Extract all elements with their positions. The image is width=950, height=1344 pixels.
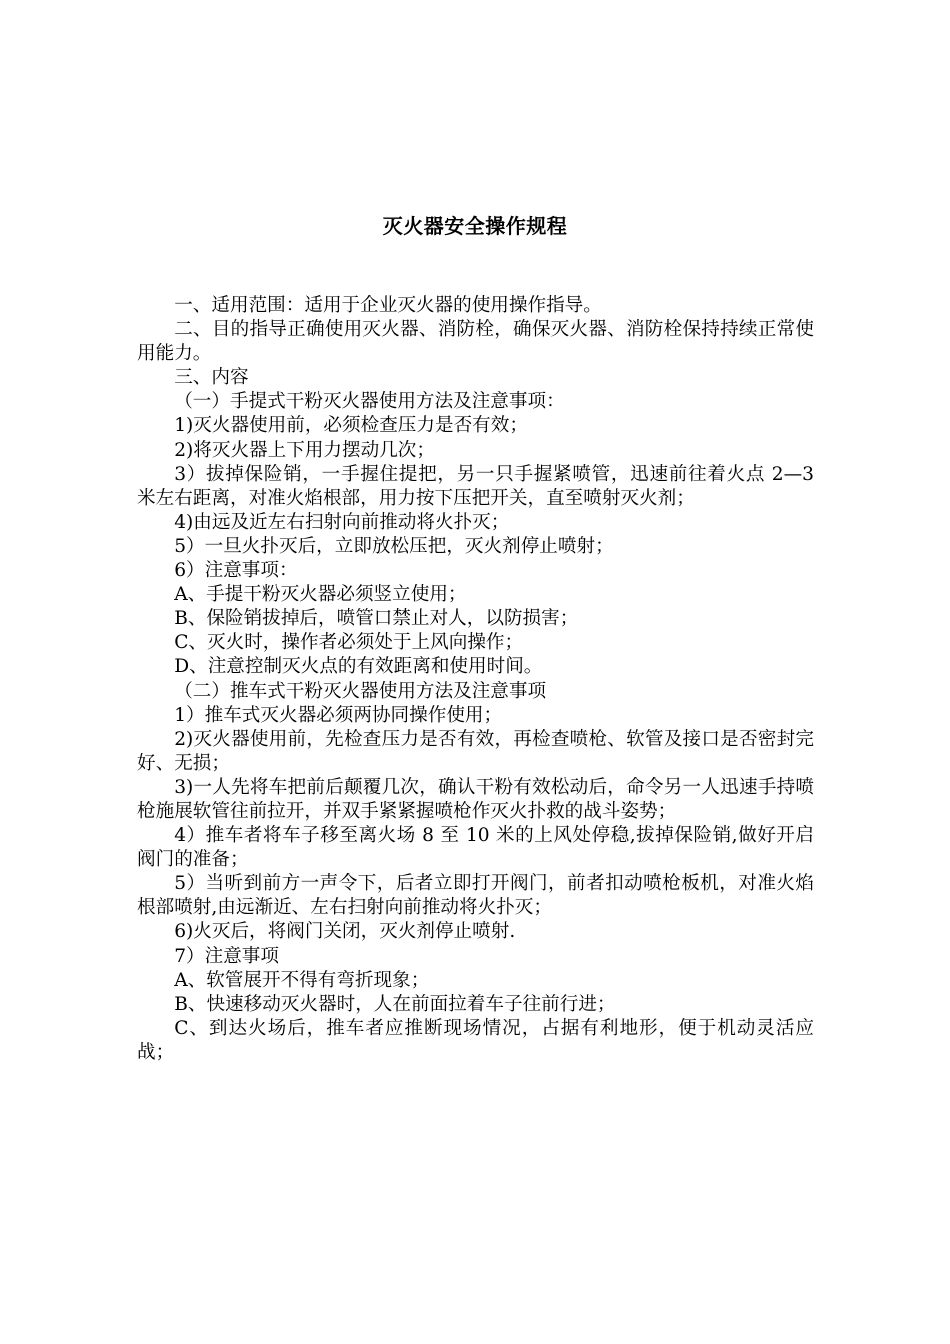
handheld-step-1: 1)灭火器使用前，必须检查压力是否有效；: [174, 415, 528, 437]
handheld-step-2: 2)将灭火器上下用力摆动几次；: [174, 439, 435, 461]
section-scope: 一、适用范围：适用于企业灭火器的使用操作指导。: [174, 295, 602, 316]
cart-notes-heading: 7）注意事项: [174, 945, 279, 967]
handheld-note-c: C、灭火时，操作者必须处于上风向操作；: [174, 632, 524, 654]
cart-step-2: 2)灭火器使用前，先检查压力是否有效，再检查喷枪、软管及接口是否密封完好、无损；: [137, 728, 814, 774]
handheld-step-3: 3）拔掉保险销，一手握住提把，另一只手握紧喷管，迅速前往着火点 2—3 米左右距离，对准火焰根部，用力按下压把开关，直至喷射灭火剂；: [137, 463, 814, 509]
cart-note-c: C、到达火场后，推车者应推断现场情况，占据有利地形，便于机动灵活应战；: [137, 1017, 814, 1063]
handheld-step-4: 4)由远及近左右扫射向前推动将火扑灭；: [174, 511, 510, 533]
section-purpose: 二、目的指导正确使用灭火器、消防栓，确保灭火器、消防栓保持持续正常使用能力。: [137, 319, 814, 365]
handheld-note-a: A、手提干粉灭火器必须竖立使用；: [174, 584, 467, 606]
handheld-notes-heading: 6）注意事项：: [174, 560, 298, 582]
cart-step-3: 3)一人先将车把前后颠覆几次，确认干粉有效松动后，命令另一人迅速手持喷枪施展软管往前拉开，并双手紧紧握喷枪作灭火扑救的战斗姿势；: [137, 776, 814, 822]
cart-note-b: B、快速移动灭火器时，人在前面拉着车子往前行进；: [174, 993, 616, 1015]
cart-step-5: 5）当听到前方一声令下，后者立即打开阀门，前者扣动喷枪板机，对准火焰根部喷射,由远渐近、左右扫射向前推动将火扑灭；: [137, 873, 814, 919]
document-body: [137, 294, 814, 1065]
document-title: 灭火器安全操作规程: [382, 214, 568, 238]
cart-note-a: A、软管展开不得有弯折现象；: [174, 969, 430, 991]
handheld-note-d: D、注意控制灭火点的有效距离和使用时间。: [174, 656, 543, 678]
cart-step-6: 6)火灭后，将阀门关闭，灭火剂停止喷射.: [174, 921, 516, 943]
section-content-heading: 三、内容: [174, 367, 249, 389]
subsection-handheld-heading: （一）手提式干粉灭火器使用方法及注意事项：: [174, 391, 565, 413]
cart-step-4: 4）推车者将车子移至离火场 8 至 10 米的上风处停稳,拔掉保险销,做好开启阀门的准备；: [137, 825, 814, 871]
cart-step-1: 1）推车式灭火器必须两协同操作使用；: [174, 704, 503, 726]
handheld-step-5: 5）一旦火扑灭后，立即放松压把，灭火剂停止喷射；: [174, 535, 614, 557]
handheld-note-b: B、保险销拔掉后，喷管口禁止对人，以防损害；: [174, 608, 579, 630]
subsection-cart-heading: （二）推车式干粉灭火器使用方法及注意事项: [174, 680, 547, 702]
